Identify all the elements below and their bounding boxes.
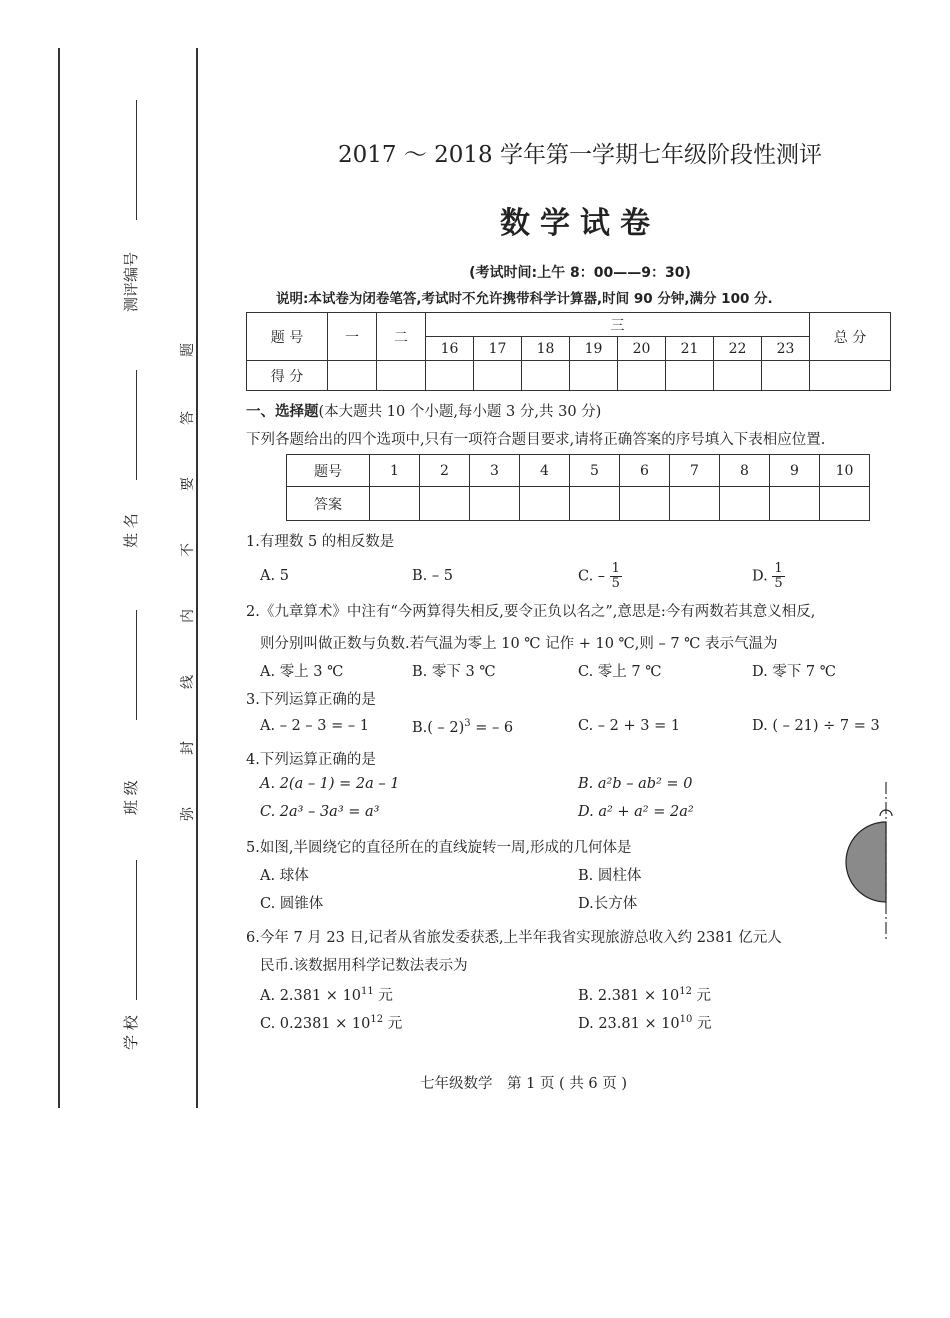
q1-stem: 1.有理数 5 的相反数是: [246, 534, 395, 550]
answer-cell[interactable]: [470, 487, 520, 521]
answer-row2-label: 答案: [287, 487, 370, 521]
q3-stem: 3.下列运算正确的是: [246, 692, 376, 708]
answer-num-10: 10: [820, 455, 870, 487]
answer-num-8: 8: [720, 455, 770, 487]
answer-cell[interactable]: [770, 487, 820, 521]
q1-d-prefix: D.: [752, 568, 768, 585]
score-cell[interactable]: [377, 361, 426, 391]
score-cell[interactable]: [426, 361, 474, 391]
score-col-2: 二: [377, 313, 426, 361]
answer-num-6: 6: [620, 455, 670, 487]
seal-char-3: 要: [180, 477, 196, 491]
q4-option-a: A. 2(a – 1) = 2a – 1: [260, 776, 400, 792]
class-label: 班 级: [122, 780, 140, 815]
answer-cell[interactable]: [370, 487, 420, 521]
seal-char-6: 线: [180, 675, 196, 689]
q2-stem-line2: 则分别叫做正数与负数.若气温为零上 10 ℃ 记作 + 10 ℃,则 – 7 ℃ 表示气温为: [260, 636, 778, 652]
q5-option-d: D.长方体: [578, 896, 638, 912]
answer-cell[interactable]: [420, 487, 470, 521]
semicircle-figure: [836, 782, 906, 942]
seal-char-4: 不: [180, 543, 196, 557]
q6-option-c: [260, 1012, 402, 1033]
q6-option-b: [578, 984, 711, 1005]
q2-stem-line1: 2.《九章算术》中注有“今两算得失相反,要令正负以名之”,意思是:今有两数若其意义相反,: [246, 604, 816, 620]
q3-b-pre: B.( – 2): [412, 719, 465, 736]
q1-c-prefix: C. –: [578, 568, 606, 585]
score-sub-18: 18: [522, 337, 570, 361]
q1-d-num: 1: [774, 561, 783, 576]
score-cell[interactable]: [810, 361, 891, 391]
score-cell[interactable]: [666, 361, 714, 391]
score-table: [246, 312, 891, 391]
q6-option-a: [260, 984, 393, 1005]
q5-option-c: C. 圆锥体: [260, 896, 324, 912]
blank-name[interactable]: [136, 370, 137, 480]
answer-num-1: 1: [370, 455, 420, 487]
score-row2-label: 得 分: [247, 361, 328, 391]
q2-option-a: A. 零上 3 ℃: [260, 664, 344, 680]
section1-instruction: 下列各题给出的四个选项中,只有一项符合题目要求,请将正确答案的序号填入下表相应位置.: [246, 432, 826, 448]
score-sub-19: 19: [570, 337, 618, 361]
answer-cell[interactable]: [570, 487, 620, 521]
score-row1-label: 题 号: [247, 313, 328, 361]
q6-c-post: 元: [383, 1016, 403, 1032]
exam-note: 说明:本试卷为闭卷笔答,考试时不允许携带科学计算器,时间 90 分钟,满分 100 分.: [276, 291, 773, 307]
q6-c-exp: 12: [370, 1014, 384, 1026]
blank-id[interactable]: [136, 100, 137, 220]
section1-heading: [246, 400, 601, 421]
q1-c-num: 1: [611, 561, 620, 576]
answer-num-7: 7: [670, 455, 720, 487]
score-sub-22: 22: [714, 337, 762, 361]
id-label: 测评编号: [122, 251, 140, 312]
score-cell[interactable]: [328, 361, 377, 391]
exam-subject: 数学试卷: [500, 206, 660, 241]
score-cell[interactable]: [762, 361, 810, 391]
q3-b-exp: 3: [464, 718, 471, 729]
answer-num-4: 4: [520, 455, 570, 487]
answer-row1-label: 题号: [287, 455, 370, 487]
q1-d-fraction: [772, 562, 784, 591]
answer-num-5: 5: [570, 455, 620, 487]
exam-heading: 2017 ～ 2018 学年第一学期七年级阶段性测评: [338, 142, 822, 168]
score-cell[interactable]: [714, 361, 762, 391]
answer-table: [286, 454, 870, 521]
q6-b-pre: B. 2.381 × 10: [578, 988, 680, 1004]
q1-c-den: 5: [611, 576, 620, 591]
seal-char-8: 弥: [180, 807, 196, 821]
q1-d-den: 5: [774, 576, 783, 591]
q3-option-c: C. – 2 + 3 = 1: [578, 718, 681, 734]
q3-b-post: = – 6: [470, 719, 514, 736]
score-sub-16: 16: [426, 337, 474, 361]
q4-option-d: D. a² + a² = 2a²: [578, 804, 694, 820]
q5-stem: 5.如图,半圆绕它的直径所在的直线旋转一周,形成的几何体是: [246, 840, 632, 856]
q6-d-exp: 10: [679, 1014, 693, 1026]
score-sub-17: 17: [474, 337, 522, 361]
answer-cell[interactable]: [820, 487, 870, 521]
seal-char-5: 内: [180, 609, 196, 623]
q6-c-pre: C. 0.2381 × 10: [260, 1016, 371, 1032]
section1-detail: (本大题共 10 个小题,每小题 3 分,共 30 分): [318, 404, 602, 420]
section1-title: 一、选择题: [246, 404, 319, 420]
score-total: 总 分: [810, 313, 891, 361]
q3-option-d: D. ( – 21) ÷ 7 = 3: [752, 718, 880, 734]
score-col-3: 三: [426, 313, 810, 337]
q4-option-c: C. 2a³ – 3a³ = a³: [260, 804, 380, 820]
q4-option-b: B. a²b – ab² = 0: [578, 776, 693, 792]
score-sub-21: 21: [666, 337, 714, 361]
q6-stem-line2: 民币.该数据用科学记数法表示为: [260, 958, 468, 974]
q6-stem-line1: 6.今年 7 月 23 日,记者从省旅发委获悉,上半年我省实现旅游总收入约 2381 亿元人: [246, 930, 782, 946]
q1-option-c: [578, 562, 622, 591]
q5-option-a: A. 球体: [260, 868, 309, 884]
q6-a-post: 元: [373, 988, 393, 1004]
score-sub-23: 23: [762, 337, 810, 361]
answer-cell[interactable]: [620, 487, 670, 521]
q1-option-b: B. – 5: [412, 568, 453, 584]
score-cell[interactable]: [618, 361, 666, 391]
score-sub-20: 20: [618, 337, 666, 361]
score-cell[interactable]: [570, 361, 618, 391]
answer-cell[interactable]: [520, 487, 570, 521]
q6-a-pre: A. 2.381 × 10: [260, 988, 362, 1004]
score-cell[interactable]: [474, 361, 522, 391]
q6-d-pre: D. 23.81 × 10: [578, 1016, 680, 1032]
semicircle-shape: [846, 822, 886, 902]
q6-d-post: 元: [692, 1016, 712, 1032]
q2-option-b: B. 零下 3 ℃: [412, 664, 496, 680]
q6-b-post: 元: [691, 988, 712, 1004]
school-label: 学 校: [122, 1015, 140, 1050]
name-label: 姓 名: [122, 513, 140, 548]
q1-option-a: A. 5: [260, 568, 289, 584]
seal-char-1: 题: [180, 343, 196, 357]
blank-school[interactable]: [136, 860, 137, 1000]
answer-num-9: 9: [770, 455, 820, 487]
q4-stem: 4.下列运算正确的是: [246, 752, 376, 768]
seal-char-2: 答: [180, 411, 196, 425]
q3-option-a: A. – 2 – 3 = – 1: [260, 718, 369, 734]
q2-option-c: C. 零上 7 ℃: [578, 664, 662, 680]
answer-cell[interactable]: [670, 487, 720, 521]
answer-num-3: 3: [470, 455, 520, 487]
answer-num-2: 2: [420, 455, 470, 487]
score-col-1: 一: [328, 313, 377, 361]
score-cell[interactable]: [522, 361, 570, 391]
binding-line-inner: [196, 48, 198, 1108]
q1-option-d: [752, 562, 785, 591]
q6-b-exp: 12: [679, 986, 692, 998]
q6-a-exp: 11: [361, 986, 374, 998]
q6-option-d: [578, 1012, 712, 1033]
q5-option-b: B. 圆柱体: [578, 868, 642, 884]
binding-line-outer: [58, 48, 60, 1108]
seal-char-7: 封: [180, 741, 196, 755]
q3-option-b: [412, 718, 513, 736]
q2-option-d: D. 零下 7 ℃: [752, 664, 836, 680]
answer-cell[interactable]: [720, 487, 770, 521]
q1-c-fraction: [610, 562, 622, 591]
blank-class[interactable]: [136, 610, 137, 720]
page-footer: 七年级数学 第 1 页 ( 共 6 页 ): [420, 1076, 628, 1092]
exam-time: (考试时间:上午 8：00——9：30): [469, 265, 691, 281]
